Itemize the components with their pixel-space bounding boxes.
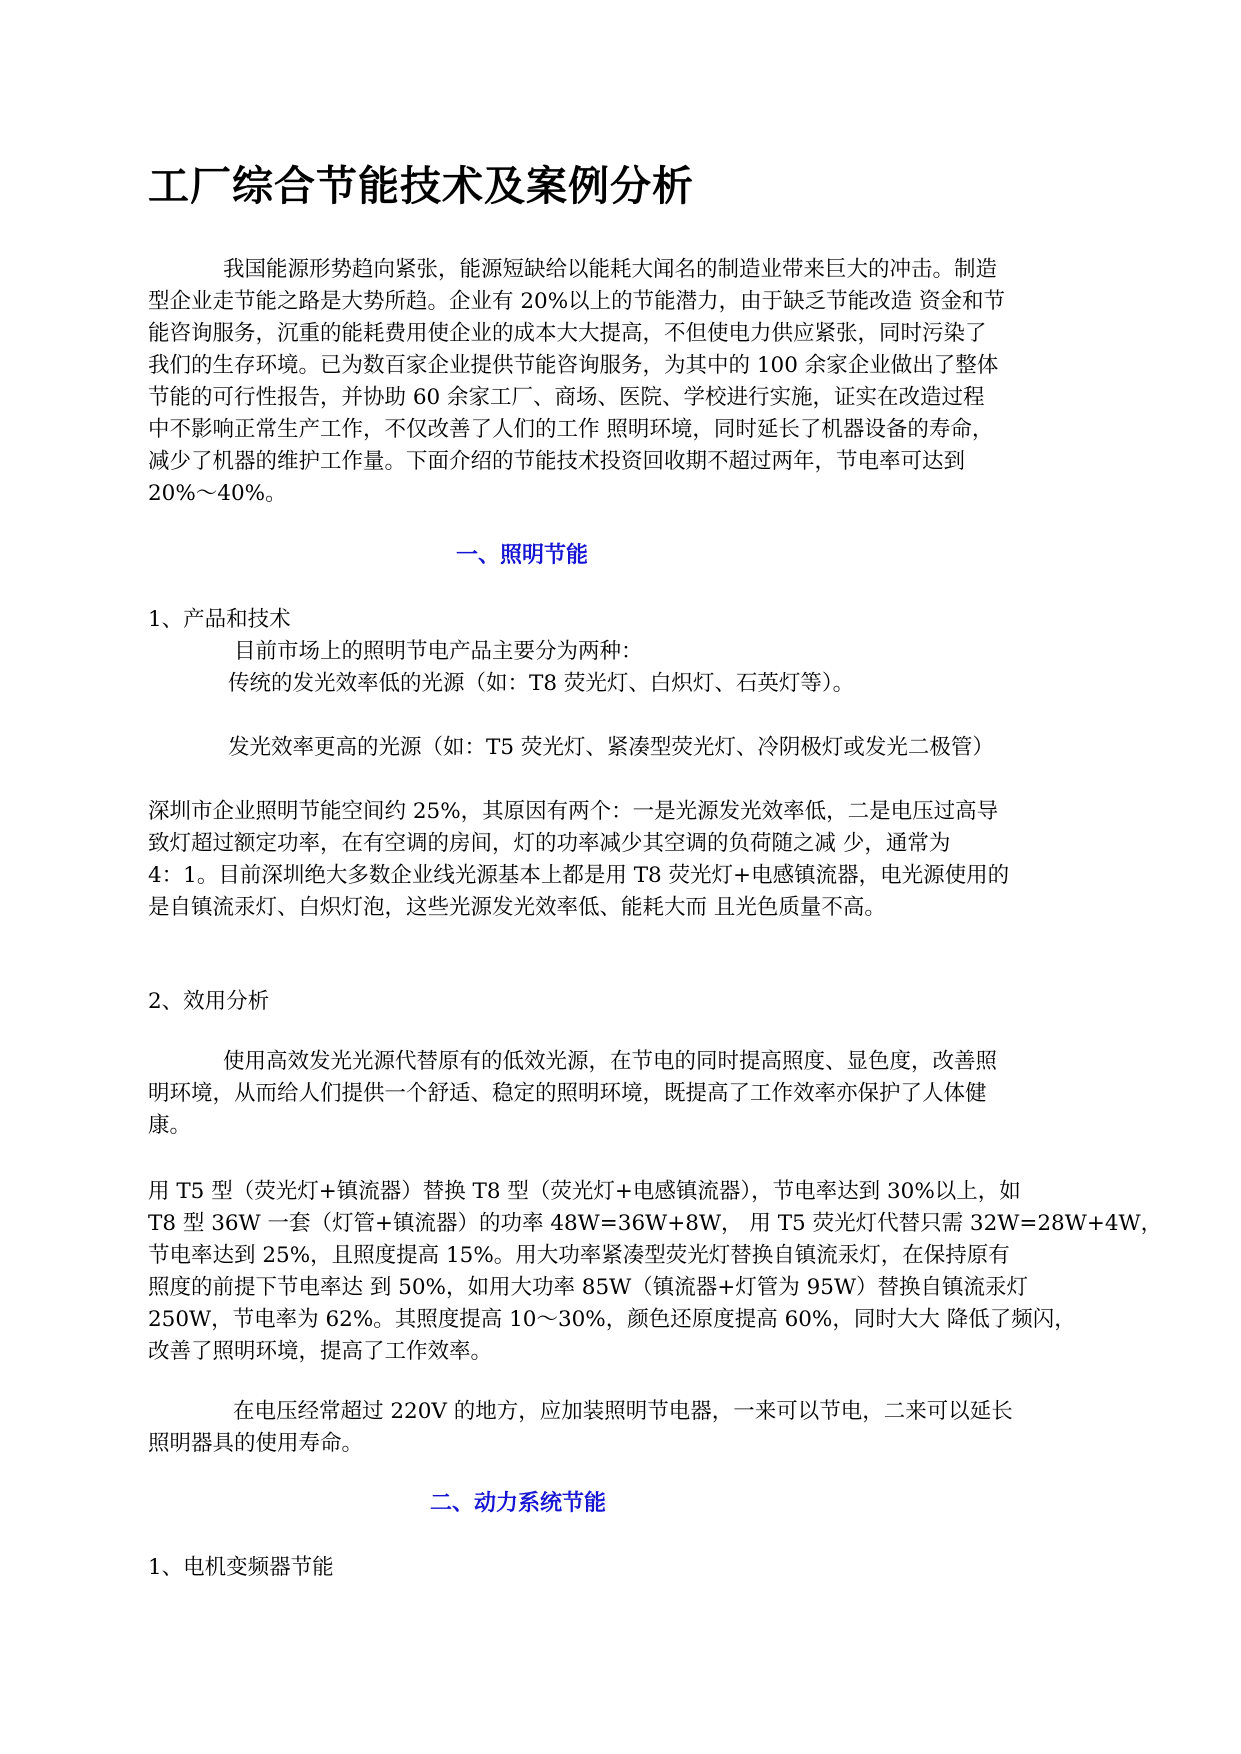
products-line: 传统的发光效率低的光源（如：T8 荧光灯、白炽灯、石英灯等）。 bbox=[228, 671, 855, 696]
shenzhen-line: 深圳市企业照明节能空间约 25%，其原因有两个：一是光源发光效率低，二是电压过高导 bbox=[148, 799, 999, 824]
effect-line: 康。 bbox=[148, 1113, 192, 1138]
item-label-effect: 2、效用分析 bbox=[148, 989, 270, 1014]
voltage-line: 在电压经常超过 220V 的地方，应加装照明节电器，一来可以节电，二来可以延长 bbox=[233, 1399, 1013, 1424]
intro-line: 20%～40%。 bbox=[148, 481, 287, 506]
section-heading-lighting: 一、照明节能 bbox=[456, 543, 589, 568]
shenzhen-paragraph bbox=[148, 796, 1009, 924]
item-label-products: 1、产品和技术 bbox=[148, 607, 291, 632]
intro-paragraph bbox=[148, 254, 1005, 510]
products-line: 目前市场上的照明节电产品主要分为两种： bbox=[234, 639, 643, 664]
intro-line: 减少了机器的维护工作量。下面介绍的节能技术投资回收期不超过两年，节电率可达到 bbox=[148, 449, 966, 474]
shenzhen-line: 4：1。目前深圳绝大多数企业线光源基本上都是用 T8 荧光灯+电感镇流器，电光源使用的 bbox=[148, 863, 1010, 888]
shenzhen-line: 致灯超过额定功率，在有空调的房间，灯的功率减少其空调的负荷随之减 少，通常为 bbox=[148, 831, 951, 856]
voltage-line: 照明器具的使用寿命。 bbox=[148, 1431, 364, 1456]
section-heading-power: 二、动力系统节能 bbox=[430, 1491, 607, 1516]
products-line: 发光效率更高的光源（如：T5 荧光灯、紧凑型荧光灯、冷阴极灯或发光二极管） bbox=[228, 735, 994, 760]
t5-paragraph bbox=[148, 1176, 1162, 1368]
effect-paragraph bbox=[148, 1046, 997, 1142]
intro-line: 节能的可行性报告，并协助 60 余家工厂、商场、医院、学校进行实施，证实在改造过程 bbox=[148, 385, 985, 410]
intro-line: 型企业走节能之路是大势所趋。企业有 20%以上的节能潜力，由于缺乏节能改造 资金和节 bbox=[148, 289, 1005, 314]
intro-line: 能咨询服务，沉重的能耗费用使企业的成本大大提高，不但使电力供应紧张，同时污染了 bbox=[148, 321, 987, 346]
t5-line: 照度的前提下节电率达 到 50%，如用大功率 85W（镇流器+灯管为 95W）替换自镇流汞灯 bbox=[148, 1275, 1029, 1300]
effect-line: 明环境，从而给人们提供一个舒适、稳定的照明环境，既提高了工作效率亦保护了人体健 bbox=[148, 1081, 987, 1106]
document-title: 工厂综合节能技术及案例分析 bbox=[148, 162, 694, 210]
intro-line: 中不影响正常生产工作，不仅改善了人们的工作 照明环境，同时延长了机器设备的寿命， bbox=[148, 417, 994, 442]
t5-line: T8 型 36W 一套（灯管+镇流器）的功率 48W=36W+8W， 用 T5 荧光灯代替只需 32W=28W+4W， bbox=[148, 1211, 1163, 1236]
item-label-vfd: 1、电机变频器节能 bbox=[148, 1555, 334, 1580]
intro-line: 我们的生存环境。已为数百家企业提供节能咨询服务，为其中的 100 余家企业做出了整体 bbox=[148, 353, 999, 378]
t5-line: 节电率达到 25%，且照度提高 15%。用大功率紧凑型荧光灯替换自镇流汞灯，在保持原有 bbox=[148, 1243, 1010, 1268]
voltage-paragraph bbox=[148, 1396, 1013, 1460]
intro-line: 我国能源形势趋向紧张，能源短缺给以能耗大闻名的制造业带来巨大的冲击。制造 bbox=[223, 257, 998, 282]
t5-line: 用 T5 型（荧光灯+镇流器）替换 T8 型（荧光灯+电感镇流器），节电率达到 30%以上，如 bbox=[148, 1179, 1021, 1204]
t5-line: 250W，节电率为 62%。其照度提高 10～30%，颜色还原度提高 60%，同时大大 降低了频闪， bbox=[148, 1307, 1076, 1332]
t5-line: 改善了照明环境，提高了工作效率。 bbox=[148, 1339, 493, 1364]
effect-line: 使用高效发光光源代替原有的低效光源，在节电的同时提高照度、显色度，改善照 bbox=[223, 1049, 998, 1074]
shenzhen-line: 是自镇流汞灯、白炽灯泡，这些光源发光效率低、能耗大而 且光色质量不高。 bbox=[148, 895, 886, 920]
